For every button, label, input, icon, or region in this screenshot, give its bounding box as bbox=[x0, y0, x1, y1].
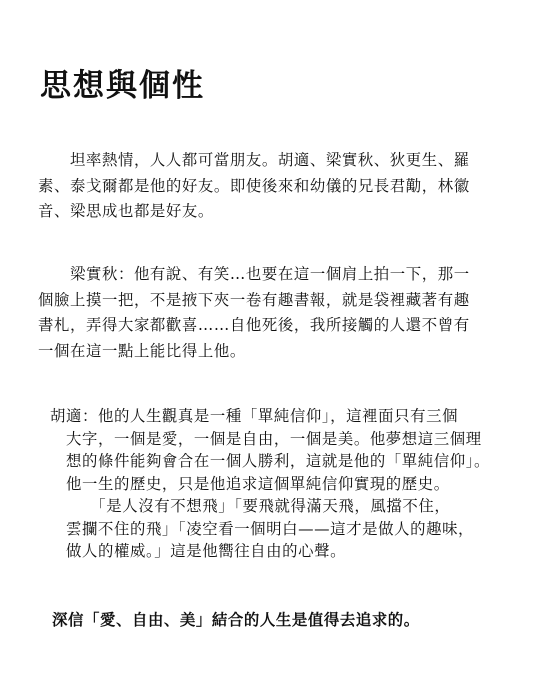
paragraph-line: 素、泰戈爾都是他的好友。即使後來和幼儀的兄長君勱，林徽 bbox=[38, 176, 470, 195]
paragraph-line: 胡適：他的人生觀真是一種「單純信仰」，這裡面只有三個 bbox=[50, 407, 459, 425]
paragraph-line: 他一生的歷史，只是他追求這個單純信仰實現的歷史。 bbox=[50, 474, 450, 493]
paragraph-line: 大字，一個是愛，一個是自由，一個是美。他夢想這三個理 bbox=[50, 429, 482, 448]
paragraph-line: 「是人沒有不想飛」「要飛就得滿天飛，風擋不住， bbox=[50, 497, 451, 515]
paragraph-line: 坦率熱情，人人都可當朋友。胡適、梁實秋、狄更生、羅 bbox=[38, 151, 470, 169]
paragraph-line: 個臉上摸一把，不是掖下夾一卷有趣書報，就是袋裡藏著有趣 bbox=[38, 290, 470, 309]
paragraph-line: 一個在這一點上能比得上他。 bbox=[38, 341, 246, 360]
page-title: 思想與個性 bbox=[40, 68, 205, 104]
paragraph-hu-quote bbox=[50, 405, 490, 563]
paragraph-line: 音、梁思成也都是好友。 bbox=[38, 202, 214, 220]
paragraph-line: 想的條件能夠會合在一個人勝利，這就是他的「單純信仰」。 bbox=[50, 452, 491, 470]
paragraph-line: 梁實秋：他有說、有笑…也要在這一個肩上拍一下，那一 bbox=[38, 265, 470, 283]
paragraph-liang-quote bbox=[38, 262, 470, 364]
paragraph-friendship bbox=[38, 148, 470, 225]
paragraph-line: 雲攔不住的飛」「凌空看一個明白——這才是做人的趣味， bbox=[50, 519, 475, 538]
paragraph-line: 書札，弄得大家都歡喜……自他死後，我所接觸的人還不曾有 bbox=[38, 316, 470, 334]
conclusion-text: 深信「愛、自由、美」結合的人生是值得去追求的。 bbox=[52, 611, 420, 629]
paragraph-line: 做人的權威。」這是他嚮往自由的心聲。 bbox=[50, 542, 347, 560]
